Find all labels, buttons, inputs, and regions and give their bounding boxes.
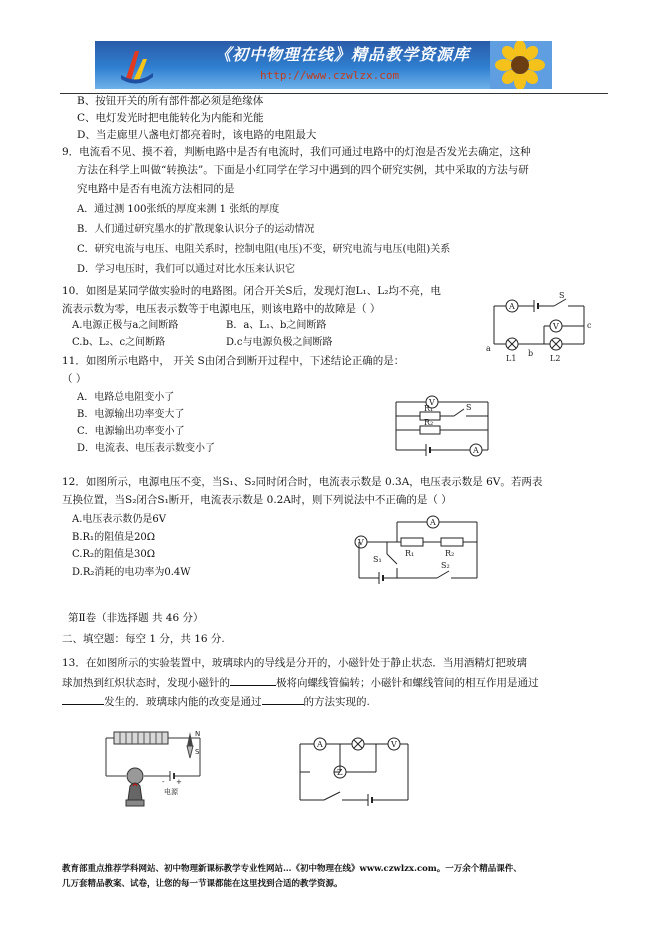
q9-stem-line3: 究电路中是否有电流方法相同的是 <box>77 183 235 195</box>
q11-option-a: A．电路总电阻变小了 <box>77 392 175 403</box>
q13-label-minus: - <box>162 778 165 786</box>
q8-option-c: C、电灯发光时把电能转化为内能和光能 <box>77 112 264 124</box>
q13-label-plus: + <box>176 778 182 786</box>
q11-stem-line1: 11．如图所示电路中， 开关 S由闭合到断开过程中，下述结论正确的是： <box>62 355 405 367</box>
q11-label-s: S <box>466 403 472 412</box>
q13-glass-ball-icon <box>127 768 143 784</box>
q13-compass-needle-icon <box>187 732 193 746</box>
q13-line3-part1: 发生的．玻璃球内能的改变是通过 <box>104 696 262 708</box>
q11-label-r2: R₂ <box>424 418 434 427</box>
q13-blank-1[interactable] <box>230 685 276 686</box>
q11-option-c: C．电源输出功率变小了 <box>77 426 185 437</box>
q11-switch-icon <box>454 409 464 416</box>
q11-stem-line2: （ ） <box>62 373 87 385</box>
q12-option-a: A.电压表示数仍是6V <box>72 514 166 525</box>
q8-option-d: D、当走廊里八盏电灯都亮着时，该电路的电阻最大 <box>77 129 317 141</box>
q9-stem-line1: 9．电流看不见、摸不着，判断电路中是否有电流时，我们可通过电路中的灯泡是否发光去确定，这种 <box>62 146 531 158</box>
q12-resistor-r1-icon <box>401 538 423 546</box>
q11-option-b: B．电源输出功率变大了 <box>77 409 185 420</box>
q13-label-power: 电源 <box>164 788 178 796</box>
q13-line1: 13．在如图所示的实验装置中，玻璃球内的导线是分开的，小磁针处于静止状态．当用酒精灯把玻璃 <box>62 657 527 669</box>
q12-label-s1: S₁ <box>373 555 382 564</box>
q10-label-point-b: b <box>528 349 534 358</box>
q12-label-v: V <box>358 538 364 547</box>
banner-url[interactable]: http://www.czwlzx.com <box>260 69 400 82</box>
q11-label-r1: R₁ <box>424 404 434 413</box>
q13-solenoid-icon <box>114 732 168 744</box>
q13-circuit-figure-2 <box>296 730 416 806</box>
q12-label-a: A <box>430 518 436 527</box>
header-rule <box>60 93 608 94</box>
q12-stem-line1: 12．如图所示，电源电压不变，当S₁、S₂同时闭合时，电流表示数是 0.3A，电压表示数是 6V。若两表 <box>62 476 543 488</box>
q12-circuit-figure <box>345 510 495 588</box>
site-logo-icon <box>117 45 157 85</box>
q13-blank-2[interactable] <box>62 704 104 705</box>
q10-circuit-figure <box>484 292 594 364</box>
q10-label-l1: L1 <box>506 354 517 363</box>
q13-line3 <box>62 697 370 708</box>
q10-label-l2: L2 <box>550 354 561 363</box>
q9-option-b: B．人们通过研究墨水的扩散现象认识分子的运动情况 <box>77 224 315 235</box>
q13-label-s: S <box>195 748 200 756</box>
q13-blank-3[interactable] <box>262 704 304 705</box>
q13-experiment-figure <box>100 728 220 812</box>
q8-option-b: B、按钮开关的所有部件都必须是绝缘体 <box>77 95 264 107</box>
q12-stem-line2: 互换位置，当S₂闭合S₁断开，电流表示数是 0.2A时，则下列说法中不正确的是（ ） <box>62 494 452 506</box>
banner-title: 《初中物理在线》精品教学资源库 <box>215 45 471 64</box>
q13-line2-part2: 极将向螺线管偏转；小磁针和螺线管间的相互作用是通过 <box>276 677 539 689</box>
q10-stem-line1: 10．如图是某同学做实验时的电路图。闭合开关S后，发现灯泡L₁、L₂均不亮，电 <box>62 285 441 297</box>
sunflower-icon <box>490 41 552 89</box>
q11-circuit-figure <box>392 392 498 462</box>
q12-switch-s1-icon <box>387 554 397 564</box>
q13-label-n: N <box>195 730 201 738</box>
q12-label-s2: S₂ <box>441 561 450 570</box>
q9-option-d: D．学习电压时，我们可以通过对比水压来认识它 <box>77 264 296 275</box>
q9-option-a: A．通过测 100张纸的厚度来测 1 张纸的厚度 <box>77 204 280 215</box>
q11-label-v: V <box>429 398 435 407</box>
q12-option-d: D.R₂消耗的电功率为0.4W <box>72 567 191 578</box>
q10-option-c: C.b、L₂、c之间断路 <box>72 337 166 348</box>
q12-label-r1: R₁ <box>405 549 415 558</box>
q10-label-point-a: a <box>486 344 491 353</box>
q10-switch-icon <box>554 299 566 306</box>
q11-label-a: A <box>473 446 479 455</box>
q12-resistor-r2-icon <box>441 538 463 546</box>
q10-label-v: V <box>553 322 559 331</box>
footer-line1: 教育部重点推荐学科网站、初中物理新课标教学专业性网站…《初中物理在线》www.czwlzx.com。一万余个精品课件、 <box>62 864 522 874</box>
q10-label-a: A <box>509 302 515 311</box>
q11-option-d: D．电流表、电压表示数变小了 <box>77 443 216 454</box>
q13-fig2-label-a: A <box>317 740 323 749</box>
q13-line2 <box>62 678 539 689</box>
q10-option-d: D.c与电源负极之间断路 <box>226 337 333 348</box>
q10-label-point-c: c <box>587 321 592 330</box>
q13-fig2-switch-icon <box>324 792 340 800</box>
q12-option-c: C.R₂的阻值是30Ω <box>72 549 156 560</box>
q10-option-b: B．a、L₁、b之间断路 <box>226 320 327 331</box>
section2-heading: 二、填空题：每空 1 分，共 16 分. <box>62 633 225 645</box>
q12-switch-s2-icon <box>437 571 449 578</box>
footer-line2: 几万套精品教案、试卷，让您的每一节课都能在这里找到合适的教学资源。 <box>62 879 343 889</box>
q10-option-a: A.电源正极与a之间断路 <box>72 320 179 331</box>
q13-alcohol-lamp-icon <box>128 783 142 800</box>
header-banner <box>95 41 552 89</box>
q13-fig2-label-z: Z <box>337 768 343 777</box>
q13-line3-part2: 的方法实现的. <box>303 696 370 708</box>
q12-option-b: B.R₁的阻值是20Ω <box>72 532 156 543</box>
q9-option-c: C．研究电流与电压、电阻关系时，控制电阻(电压)不变，研究电流与电压(电阻)关系 <box>77 244 451 255</box>
section2-title: 第Ⅱ卷（非选择题 共 46 分） <box>68 612 204 624</box>
q10-label-s: S <box>559 292 565 300</box>
q10-stem-line2: 流表示数为零，电压表示数等于电源电压，则该电路中的故障是（ ） <box>62 303 381 315</box>
q13-line2-part1: 球加热到红炽状态时，发现小磁针的 <box>62 677 230 689</box>
q12-label-r2: R₂ <box>445 549 455 558</box>
q9-stem-line2: 方法在科学上叫做“转换法”。下面是小红同学在学习中遇到的四个研究实例，其中采取的方法与研 <box>77 164 529 176</box>
q11-resistor-r2-icon <box>420 426 440 434</box>
q13-fig2-label-v: V <box>391 740 397 749</box>
